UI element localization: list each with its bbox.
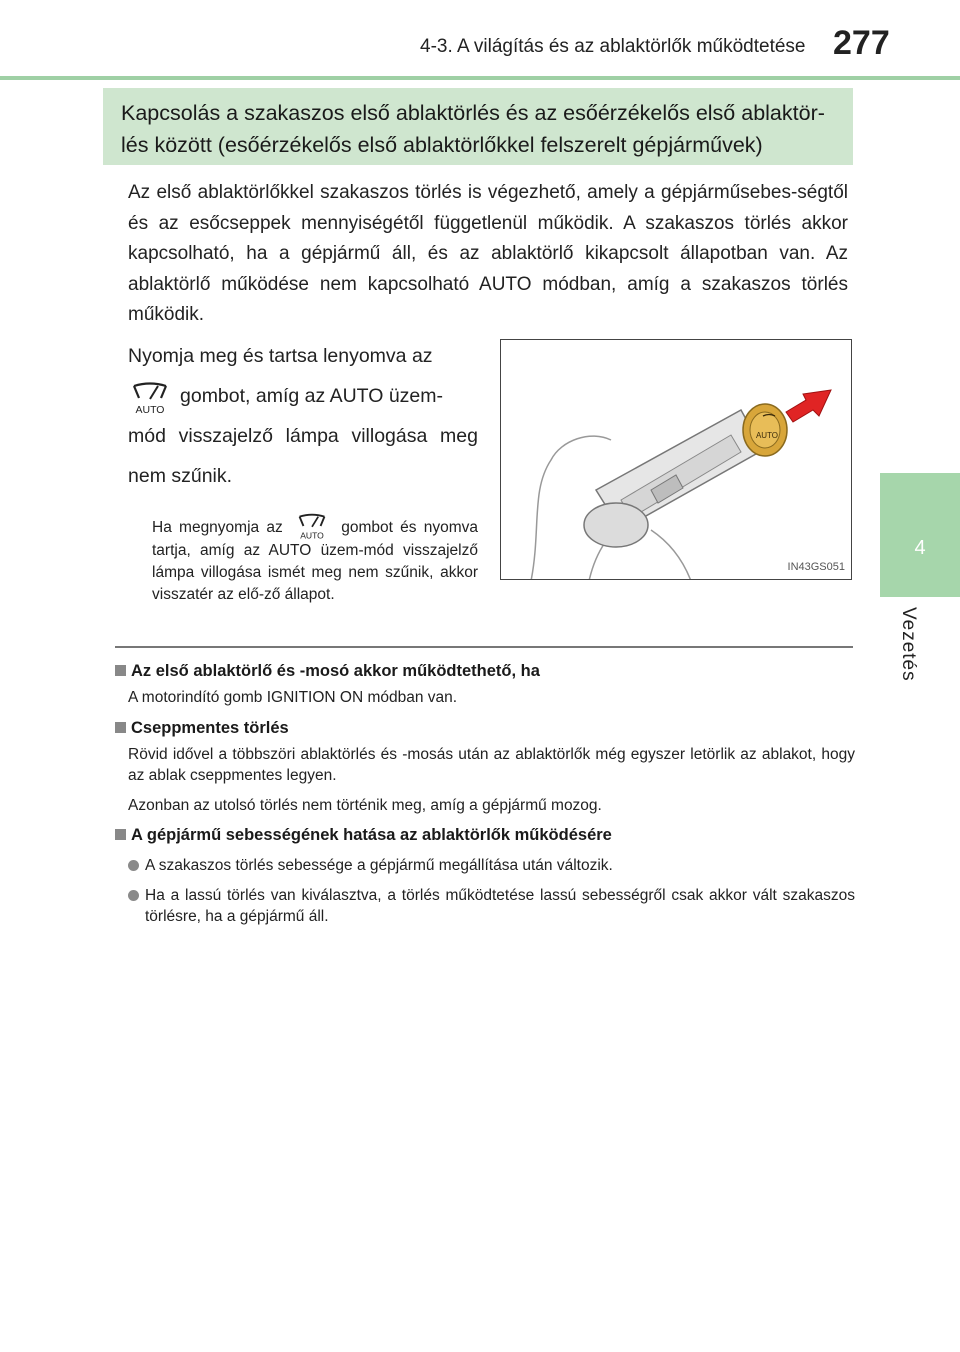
info-blocks xyxy=(115,660,855,936)
info-bullet-2 xyxy=(115,885,855,928)
intro-paragraph: Az első ablaktörlőkkel szakaszos törlés is végezhető, amely a gépjárműsebes-ségtől és az esőcseppek mennyiségétől függetlenül működik. A szakaszos törlés akkor kapcsolható, ha a gépjármű áll, és az ablaktörlő kikapcsolt állapotban van. Az ablaktörlő működése nem kapcsolható AUTO módban, amíg a szakaszos törlés működik. xyxy=(128,182,848,325)
wiper-lever-illustration xyxy=(501,340,852,580)
wiper-auto-icon-inline xyxy=(294,512,330,540)
auto-icon-inline-text: AUTO xyxy=(300,530,324,540)
note-part-2: gombot és nyomva tartja, amíg az AUTO üzem-mód visszajelző lámpa villogása ismét meg nem szűnik, akkor visszatér az elő-ző állapot. xyxy=(152,519,479,603)
square-bullet-icon xyxy=(115,665,126,676)
square-bullet-icon xyxy=(115,829,126,840)
info-heading-1 xyxy=(115,660,855,682)
chapter-tab xyxy=(880,473,960,597)
header-rule xyxy=(0,76,960,80)
info-bullet-1-text: A szakaszos törlés sebessége a gépjármű megállítása után változik. xyxy=(145,857,613,874)
info-heading-2-text: Cseppmentes törlés xyxy=(131,718,289,737)
info-text-2b: Azonban az utolsó törlés nem történik meg, amíg a gépjármű mozog. xyxy=(128,796,602,814)
section-divider xyxy=(115,646,853,648)
info-heading-1-text: Az első ablaktörlő és -mosó akkor működtethető, ha xyxy=(131,662,540,680)
info-text-1: A motorindító gomb IGNITION ON módban van. xyxy=(128,689,458,706)
section-title-line-1: Kapcsolás a szakaszos első ablaktörlés és az esőérzékelős első ablaktör- xyxy=(121,101,825,125)
round-bullet-icon xyxy=(128,860,139,871)
step-line-2: gombot, amíg az AUTO üzem- xyxy=(180,385,443,407)
chapter-label: Vezetés xyxy=(898,607,919,682)
info-bullet-1 xyxy=(115,855,855,877)
info-heading-2 xyxy=(115,717,855,739)
step-line-1: Nyomja meg és tartsa lenyomva az xyxy=(128,345,433,367)
chapter-number: 4 xyxy=(914,537,926,559)
section-title-line-2: lés között (esőérzékelős első ablaktörlőkkel felszerelt gépjárművek) xyxy=(121,133,763,157)
info-heading-3 xyxy=(115,824,855,846)
wiper-lever-figure xyxy=(500,339,852,580)
red-arrow-icon xyxy=(786,390,831,422)
note-text xyxy=(152,512,478,606)
page-number: 277 xyxy=(833,24,890,62)
auto-icon-text: AUTO xyxy=(135,404,165,416)
square-bullet-icon xyxy=(115,722,126,733)
info-bullet-2-text: Ha a lassú törlés van kiválasztva, a törlés működtetése lassú sebességről csak akkor vált szakaszos törlésre, ha a gépjármű áll. xyxy=(145,886,855,925)
section-heading-box xyxy=(103,88,853,165)
step-line-3: mód visszajelző lámpa villogása meg nem szűnik. xyxy=(128,425,478,487)
auto-button-label: AUTO xyxy=(755,431,779,440)
round-bullet-icon xyxy=(128,890,139,901)
info-text-2a: Rövid idővel a többszöri ablaktörlés és -mosás után az ablaktörlők még egyszer letörlik az ablakot, hogy az ablak cseppmentes legyen. xyxy=(128,745,855,784)
info-heading-3-text: A gépjármű sebességének hatása az ablaktörlők működésére xyxy=(131,826,612,844)
header-title: 4-3. A világítás és az ablaktörlők működtetése xyxy=(420,36,806,57)
step-instruction xyxy=(128,336,478,496)
note-part-1: Ha megnyomja az xyxy=(152,519,283,536)
figure-code: IN43GS051 xyxy=(787,561,845,573)
